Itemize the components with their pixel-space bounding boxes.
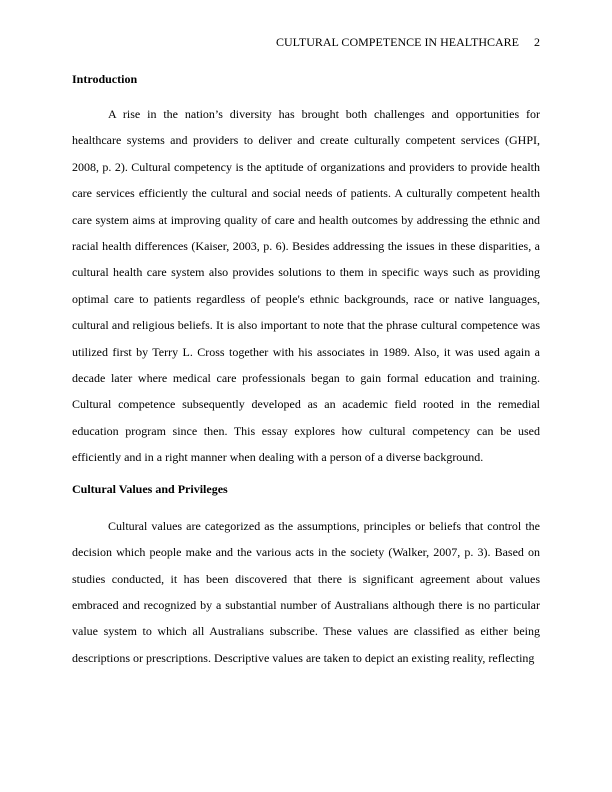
running-title: CULTURAL COMPETENCE IN HEALTHCARE — [275, 35, 519, 49]
introduction-paragraph: A rise in the nation’s diversity has brought both challenges and opportunities for healthcare systems and providers to deliver and create culturally competent services (GHPI, 2008, p. 2). Cultural competency is the aptitude of organizations and providers to provide health care services efficiently the cultural and social needs of patients. A culturally competent health care system aims at improving quality of care and health outcomes by addressing the ethnic and racial health differences (Kaiser, 2003, p. 6). Besides addressing the issues in these disparities, a cultural health care system also provides solutions to them in specific ways such as providing optimal care to patients regardless of people's ethnic backgrounds, race or native languages, cultural and religious beliefs. It is also important to note that the phrase cultural competence was utilized first by Terry L. Cross together with his associates in 1989. Also, it was used again a decade later where medical care professionals began to gain formal education and training. Cultural competence subsequently developed as an academic field rooted in the remedial education program since then. This essay explores how cultural competency can be used efficiently and in a right manner when dealing with a person of a diverse background. — [72, 107, 540, 465]
section-heading-cultural-values: Cultural Values and Privileges — [72, 481, 228, 496]
running-header — [72, 34, 540, 50]
cultural-values-paragraph: Cultural values are categorized as the assumptions, principles or beliefs that control the decision which people make and the various acts in the society (Walker, 2007, p. 3). Based on studies conducted, it has been discovered that there is significant agreement about values embraced and recognized by a substantial number of Australians although there is no particular value system to which all Australians subscribe. These values are classified as either being descriptions or prescriptions. Descriptive values are taken to depict an existing reality, reflecting — [72, 518, 540, 665]
page-number: 2 — [534, 35, 540, 49]
document-body — [72, 71, 540, 671]
section-heading-introduction: Introduction — [72, 72, 138, 86]
